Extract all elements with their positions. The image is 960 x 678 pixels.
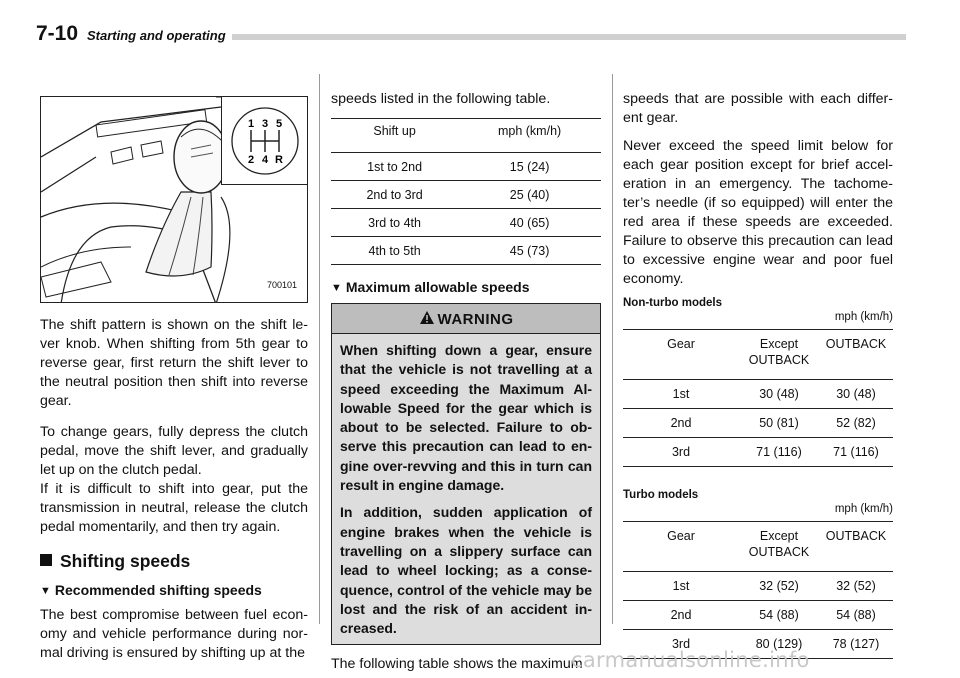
table-cell: 32 (52) [739,572,819,601]
table-header: Except OUTBACK [739,522,819,572]
column-3 [623,90,893,659]
unit-label: mph (km/h) [834,503,893,515]
table-header: Except OUTBACK [739,330,819,380]
gear-label: R [275,154,283,166]
table-cell: 50 (81) [739,409,819,438]
turbo-max-speeds-table [623,521,893,659]
subheading [40,582,308,598]
table-header: OUTBACK [819,330,893,380]
shift-pattern-diagram [222,97,308,185]
table-header: mph (km/h) [458,119,601,153]
warning-triangle-icon [419,310,435,325]
table-row [623,380,893,409]
warning-paragraph: In addition, sudden application of engine brakes when the vehicle is travelling on a slippery surface can lead to wheel locking; as a conse-quence, control of the vehicle may be lost and the risk of an accident in-creased. [340,504,592,637]
table-cell: 30 (48) [739,380,819,409]
warning-title: WARNING [437,311,514,328]
table-cell: 71 (116) [739,438,819,467]
gear-label: 3 [261,118,269,130]
table-row [331,237,601,265]
gear-label: 4 [261,154,269,166]
page-header [36,22,906,50]
table-cell: 4th to 5th [331,237,458,265]
table-caption: Turbo models [623,489,699,501]
column-divider [612,74,613,624]
table-cell: 54 (88) [739,601,819,630]
table-row [623,572,893,601]
table-cell: 45 (73) [458,237,601,265]
warning-paragraph: When shifting down a gear, ensure that the vehicle is not travelling at a speed exceeding the Maximum Al-lowable Speed for the gear which is about to be selected. Failure to ob-serve this precaution can lead to en-gine over-revving and this in turn can result in engine damage. [340,342,592,494]
table-row [623,409,893,438]
body-paragraph: If it is difficult to shift into gear, put the transmission in neutral, release the clutch pedal momentarily, and then try again. [40,481,308,535]
table-cell: 1st [623,380,739,409]
table-header-row [623,522,893,572]
column-1 [40,96,308,663]
subheading [331,279,601,295]
body-paragraph: The shift pattern is shown on the shift le-ver knob. When shifting from 5th gear to reverse gear, first return the shift lever to the neutral position then shift into reverse gear. [40,317,308,409]
table-cell: 2nd [623,409,739,438]
figure-code: 700101 [266,280,297,290]
header-rule [232,34,906,40]
subheading-text: Maximum allowable speeds [345,279,530,295]
table-cell: 3rd [623,438,739,467]
nonturbo-max-speeds-table [623,329,893,467]
subheading-text: Recommended shifting speeds [54,582,262,598]
page-number: 7-10 [36,22,79,45]
table-cell: 1st to 2nd [331,153,458,181]
gear-label: 1 [247,118,255,130]
warning-body [332,334,600,644]
warning-header [332,304,600,334]
table-header: Shift up [331,119,458,153]
unit-label: mph (km/h) [834,311,893,323]
table-cell: 30 (48) [819,380,893,409]
shift-pattern-inset [221,97,307,185]
body-paragraph: The best compromise between fuel econ-omy and vehicle performance during nor-mal driving is ensured by shifting up at the [40,607,308,661]
table-header-row [623,330,893,380]
table-cell: 54 (88) [819,601,893,630]
table-cell: 25 (40) [458,181,601,209]
table-row [331,209,601,237]
table-caption: Non-turbo models [623,297,723,309]
warning-box [331,303,601,645]
table-cell: 15 (24) [458,153,601,181]
table-row [331,181,601,209]
triangle-bullet-icon: ▼ [331,282,342,294]
table-header: Gear [623,522,739,572]
shift-lever-figure [40,96,308,303]
body-paragraph: To change gears, fully depress the clutch pedal, move the shift lever, and gradually let up on the clutch pedal. [40,424,308,478]
table-header: OUTBACK [819,522,893,572]
section-title: Starting and operating [87,28,226,43]
table-cell: 32 (52) [819,572,893,601]
column-divider [319,74,320,624]
table-cell: 2nd [623,601,739,630]
table-header-row [331,119,601,153]
table-cell: 80 (129) [739,630,819,659]
triangle-bullet-icon: ▼ [40,585,51,597]
body-paragraph: The following table shows the maximum [331,656,583,673]
gear-label: 5 [275,118,283,130]
table-cell: 3rd [623,630,739,659]
table-cell: 71 (116) [819,438,893,467]
table-row [623,601,893,630]
bullet-square-icon [40,554,52,566]
gear-label: 2 [247,154,255,166]
table-cell: 52 (82) [819,409,893,438]
table-cell: 78 (127) [819,630,893,659]
table-cell: 2nd to 3rd [331,181,458,209]
table-header: Gear [623,330,739,380]
section-heading [40,551,308,572]
section-heading-text: Shifting speeds [60,551,191,571]
body-paragraph: speeds listed in the following table. [331,91,551,107]
table-cell: 1st [623,572,739,601]
watermark-link[interactable]: carmanualsonline.info [571,648,810,672]
body-paragraph: speeds that are possible with each differ-ent gear. [623,91,893,126]
table-cell: 3rd to 4th [331,209,458,237]
column-2 [331,90,601,674]
table-cell: 40 (65) [458,209,601,237]
recommended-speeds-table [331,118,601,265]
body-paragraph: Never exceed the speed limit below for each gear position except for brief accel-eration in an emergency. The tachome-ter’s needle (if so equipped) will enter the red area if these speeds are exceeded. Failure to observe this precaution can lead to excessive engine wear and poor fuel economy. [623,138,893,287]
table-row [331,153,601,181]
table-row [623,438,893,467]
